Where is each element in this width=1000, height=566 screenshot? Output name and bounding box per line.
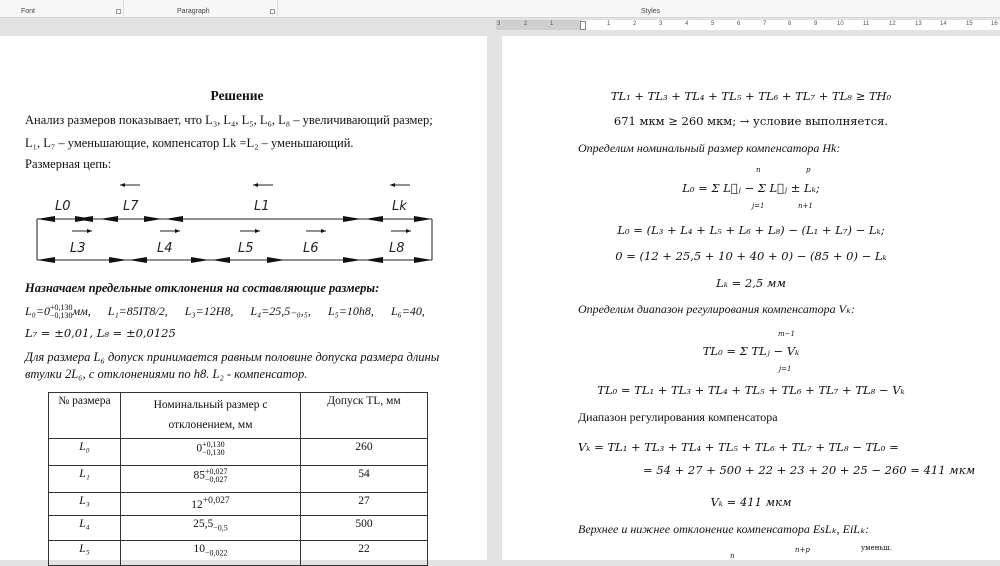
limit: j=1 [752,202,765,210]
deviations-line-2: L₇ = ±0,01, L₈ = ±0,0125 [25,326,176,340]
ruler-tick: 3 [497,21,501,27]
deviations-line [25,304,425,320]
table-row [49,516,428,541]
ruler-tick: 11 [863,21,870,27]
diagram-label: L6 [303,241,319,256]
cell-tolerance: 260 [301,439,428,466]
cell-nominal: 85+0,027 −0,027 [121,466,301,493]
ruler-tick: 1 [607,21,611,27]
limit: n+p [795,546,810,554]
ribbon-group-paragraph: Paragraph [177,8,210,15]
diagram-label: L0 [55,199,71,214]
section-title: Назначаем предельные отклонения на составляющие размеры: [25,281,380,295]
paragraph: Определим диапазон регулирования компенсатора Vₖ: [578,302,856,316]
table-row [49,541,428,566]
cell-name: L₁ [49,466,121,493]
indent-marker[interactable] [580,21,586,30]
equation: Lₖ = 2,5 мм [716,276,786,290]
ruler-tick: 7 [763,21,767,27]
equation: L₀ = (L₃ + L₄ + L₅ + L₆ + L₈) − (L₁ + L₇) − Lₖ; [617,223,885,237]
equation: TL₀ = TL₁ + TL₃ + TL₄ + TL₅ + TL₆ + TL₇ + TL₈ − Vₖ [597,383,905,397]
dev-l1: L₁=85IT8/2, [107,304,168,318]
document-page-left[interactable] [0,36,487,560]
limit: p [806,166,811,174]
diagram-label: Lk [392,199,407,214]
cell-nominal: $10_{-0,022}$ [121,541,301,566]
equation: = 54 + 27 + 500 + 22 + 23 + 20 + 25 − 260 = 411 мкм [643,463,976,477]
paragraph: Определим номинальный размер компенсатора Hk: [578,141,841,155]
equation: TL₀ = Σ TLⱼ − Vₖ [702,344,800,358]
diagram-label: L8 [389,241,405,256]
header-cell: Номинальный размер с отклонением, мм [121,393,301,439]
ruler-margin [496,20,582,30]
ribbon [0,0,1000,18]
equation: TL₁ + TL₃ + TL₄ + TL₅ + TL₆ + TL₇ + TL₈ ≥ TH₀ [610,89,892,103]
cell-name: L₄ [49,516,121,541]
dev-upper: +0,130 [49,303,73,313]
ribbon-group-font: Font [21,8,36,15]
ruler-tick: 2 [524,21,528,27]
dev-l3: L₃=12H8, [184,304,234,318]
paragraph: Верхнее и нижнее отклонение компенсатора EsLₖ, EiLₖ: [578,522,870,536]
header-cell: № размера [49,393,121,439]
cell-nominal: $12^{+0,027}$ [121,493,301,516]
diagram-label: L4 [157,241,173,256]
horizontal-ruler[interactable] [496,20,1000,30]
dimension-chain-diagram [0,176,487,266]
equation: 671 мкм ≥ 260 мкм; → условие выполняется. [613,114,889,128]
header-cell: Допуск TL, мм [301,393,428,439]
cell-nominal: $25,5_{-0,5}$ [121,516,301,541]
equation: Vₖ = TL₁ + TL₃ + TL₄ + TL₅ + TL₆ + TL₇ + TL₈ − TL₀ = [578,440,899,454]
ruler-tick: 6 [737,21,741,27]
limit: уменьш. [861,544,892,552]
dev-unit: мм, [72,304,91,318]
divider [123,0,124,16]
ruler-tick: 12 [889,21,896,27]
ruler-tick: 5 [711,21,715,27]
cell-nominal: 0+0,130 −0,130 [121,439,301,466]
ruler-tick: 13 [915,21,922,27]
dimensions-table [48,392,428,566]
font-dialog-launcher-icon[interactable] [116,9,121,14]
limit: j=1 [779,365,792,373]
cell-name: L₃ [49,493,121,516]
cell-name: L₅ [49,541,121,566]
paragraph: Анализ размеров показывает, что L₃, L₄, L₅, L₆, L₈ – увеличивающий размер; [25,113,433,127]
equation: L₀ = Σ L⃗ⱼ − Σ L⃖ⱼ ± Lₖ; [682,181,820,195]
cell-tolerance: 54 [301,466,428,493]
paragraph: L₁, L₇ – уменьшающие, компенсатор Lk =L₂ – уменьшающий. [25,136,354,150]
document-page-right[interactable] [502,36,1000,560]
cell-tolerance: 500 [301,516,428,541]
ruler-tick: 1 [550,21,554,27]
cell-tolerance: 27 [301,493,428,516]
ruler-tick: 8 [788,21,792,27]
dev-l4: L₄=25,5₋₀,₅, [250,304,311,318]
diagram-label: L7 [123,199,139,214]
ruler-tick: 9 [814,21,818,27]
diagram-label: L5 [238,241,254,256]
table-row [49,439,428,466]
dev-lower: −0,130 [49,311,73,321]
cell-name: L₀ [49,439,121,466]
paragraph: Размерная цепь: [25,157,112,171]
ruler-tick: 3 [659,21,663,27]
limit: n [756,166,761,174]
dev-l5: L₅=10h8, [327,304,374,318]
ruler-tick: 10 [837,21,844,27]
ruler-tick: 4 [685,21,689,27]
dev-l0: L₀=0 [25,304,50,318]
table-header-row [49,393,428,439]
limit: m−1 [778,330,795,338]
paragraph: Диапазон регулирования компенсатора [578,410,778,424]
limit: n [730,552,735,560]
diagram-label: L1 [254,199,270,214]
limit: n+1 [798,202,813,210]
cell-tolerance: 22 [301,541,428,566]
paragraph-dialog-launcher-icon[interactable] [270,9,275,14]
ruler-tick: 16 [991,21,998,27]
diagram-label: L3 [70,241,86,256]
ruler-tick: 2 [633,21,637,27]
divider [277,0,278,16]
note: втулки 2L₆, с отклонениями по h8. L₂ - компенсатор. [25,367,308,381]
section-heading: Решение [210,88,264,103]
dev-l6: L₆=40, [390,304,425,318]
table-row [49,493,428,516]
equation: Vₖ = 411 мкм [710,495,792,509]
note: Для размера L₆ допуск принимается равным половине допуска размера длины [25,350,440,364]
equation: 0 = (12 + 25,5 + 10 + 40 + 0) − (85 + 0) − Lₖ [615,249,887,263]
ruler-tick: 15 [966,21,973,27]
ribbon-group-styles: Styles [641,8,661,15]
ruler-tick: 14 [940,21,947,27]
table-row [49,466,428,493]
